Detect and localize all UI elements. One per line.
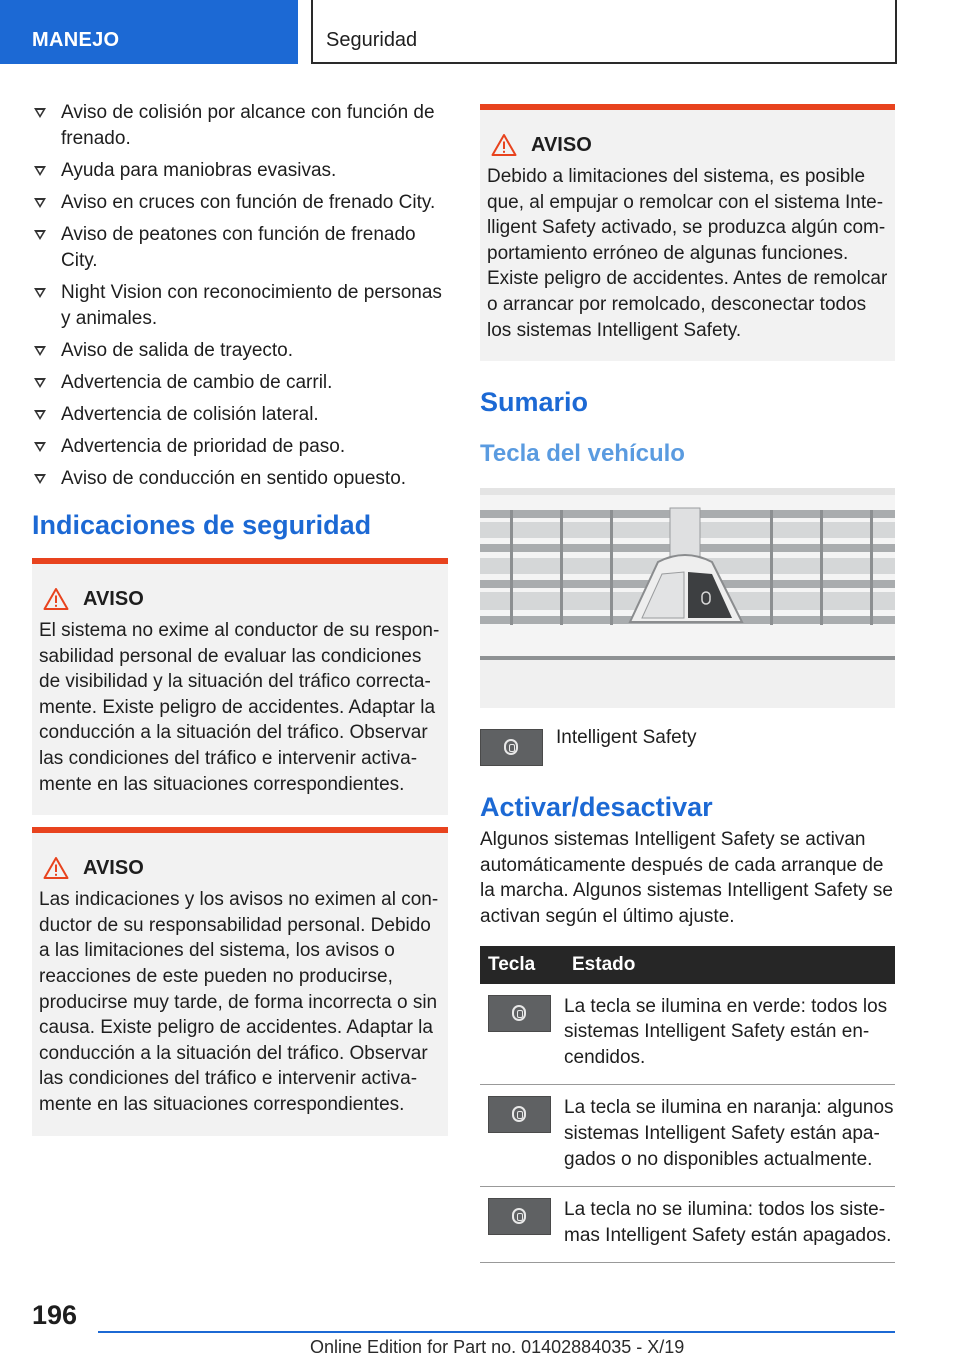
header-section-label: MANEJO: [32, 29, 120, 51]
warning-box: [480, 104, 895, 361]
warning-title: [39, 853, 441, 883]
intelligent-safety-button-icon: [488, 995, 551, 1032]
bullet-triangle-icon: [34, 378, 46, 388]
page-number: 196: [32, 1300, 78, 1330]
warning-box: [32, 827, 448, 1135]
status-table: [480, 946, 895, 1264]
activar-heading: Activar/desactivar: [480, 792, 713, 823]
safety-heading: Indicaciones de seguridad: [32, 510, 372, 540]
table-cell-estado: La tecla se ilumina en naranja: algunos sistemas Intelligent Safety están apagados o no disponibles actualmente.: [564, 1085, 895, 1187]
list-item: Advertencia de colisión lateral.: [32, 402, 448, 428]
warning-title: [487, 130, 888, 160]
intelligent-safety-button-icon: [480, 729, 543, 766]
header-section-tab: [0, 0, 298, 64]
header-topic-label: Seguridad: [326, 29, 418, 51]
intelligent-safety-button-icon: [488, 1198, 551, 1235]
right-column: [480, 104, 895, 1263]
warning-text: Las indicaciones y los avisos no eximen al conductor de su responsabilidad personal. Debido a las limitaciones del sistema, los avisos o reacciones de este pueden no producirse, producirse muy tarde, de forma incorrecta o sin causa. Existe peligro de accidentes. Adaptar la conducción a la situación del tráfico. Observar las condiciones del tráfico e intervenir activamente en las situaciones correspondientes.: [39, 889, 439, 1115]
column-header-tecla: Tecla: [480, 946, 564, 984]
button-label: Intelligent Safety: [556, 727, 697, 749]
vehicle-button-photo: [480, 488, 895, 708]
list-item: Aviso en cruces con función de frenado City.: [32, 190, 448, 216]
table-cell-estado: La tecla no se ilumina: todos los sistemas Intelligent Safety están apagados.: [564, 1187, 895, 1263]
list-item: Aviso de conducción en sentido opuesto.: [32, 466, 448, 492]
header-topic-tab: [311, 0, 897, 64]
warning-triangle-icon: [43, 856, 69, 880]
list-item: Night Vision con reconocimiento de personas y animales.: [32, 280, 448, 332]
warning-triangle-icon: [43, 587, 69, 611]
bullet-triangle-icon: [34, 346, 46, 356]
table-row: [480, 1085, 895, 1187]
bullet-triangle-icon: [34, 108, 46, 118]
bullet-triangle-icon: [34, 166, 46, 176]
warning-title: [39, 584, 441, 614]
intelligent-safety-button-icon: [488, 1096, 551, 1133]
list-item: Aviso de peatones con función de frenado City.: [32, 222, 448, 274]
footer-edition: Online Edition for Part no. 01402884035 - X/19: [310, 1337, 685, 1357]
list-item: Aviso de colisión por alcance con función de frenado.: [32, 100, 448, 152]
warning-label: AVISO: [83, 587, 144, 610]
list-item: Advertencia de cambio de carril.: [32, 370, 448, 396]
bullet-triangle-icon: [34, 474, 46, 484]
table-row: [480, 1187, 895, 1263]
activar-text: Algunos sistemas Intelligent Safety se activan automáticamente después de cada arranque de la marcha. Algunos sistemas Intelligent Safety se activan según el último ajuste.: [480, 829, 893, 927]
bullet-triangle-icon: [34, 442, 46, 452]
sumario-heading: Sumario: [480, 387, 589, 418]
warning-label: AVISO: [83, 856, 144, 879]
table-row: [480, 984, 895, 1085]
list-item: Ayuda para maniobras evasivas.: [32, 158, 448, 184]
warning-triangle-icon: [491, 133, 517, 157]
bullet-triangle-icon: [34, 230, 46, 240]
bullet-triangle-icon: [34, 198, 46, 208]
warning-box: [32, 558, 448, 815]
column-header-estado: Estado: [564, 946, 895, 984]
button-legend: [480, 729, 895, 766]
warning-text: El sistema no exime al conductor de su responsabilidad personal de evaluar las condiciones de visibilidad y la situación del tráfico correctamente. Existe peligro de accidentes. Adaptar la conducción a la situación del tráfico. Observar las condiciones del tráfico e intervenir activamente en las situaciones correspondientes.: [39, 620, 440, 795]
warning-label: AVISO: [531, 133, 592, 156]
footer-divider: [98, 1331, 895, 1333]
list-item: Aviso de salida de trayecto.: [32, 338, 448, 364]
left-column: [32, 100, 448, 1136]
list-item: Advertencia de prioridad de paso.: [32, 434, 448, 460]
function-list: [32, 100, 448, 492]
table-cell-estado: La tecla se ilumina en verde: todos los sistemas Intelligent Safety están encendidos.: [564, 984, 895, 1085]
tecla-heading: Tecla del vehículo: [480, 440, 685, 468]
warning-text: Debido a limitaciones del sistema, es posible que, al empujar o remolcar con el sistema Intelligent Safety activado, se produzca algún comportamiento erróneo de algunas funciones. Existe peligro de accidentes. Antes de remolcar o arrancar por remolcado, desconectar todos los sistemas Intelligent Safety.: [487, 166, 888, 341]
bullet-triangle-icon: [34, 410, 46, 420]
table-header-row: [480, 946, 895, 984]
bullet-triangle-icon: [34, 288, 46, 298]
